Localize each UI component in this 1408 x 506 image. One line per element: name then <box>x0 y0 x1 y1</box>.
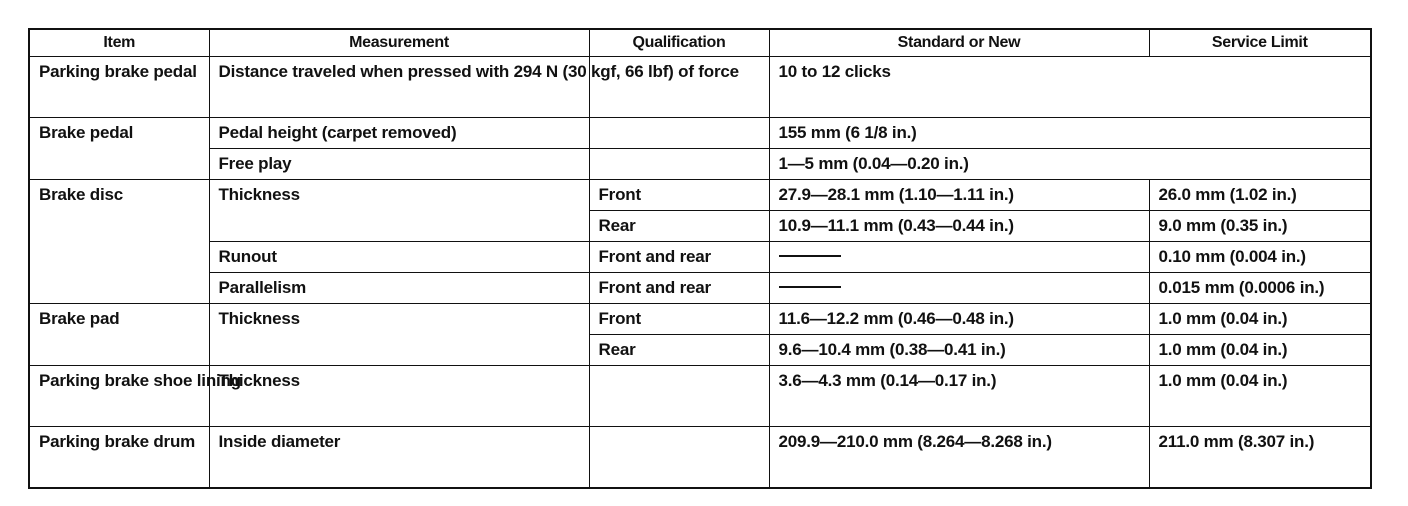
standard-cell: 27.9—28.1 mm (1.10—1.11 in.) <box>769 180 1149 211</box>
item-cell: Parking brake shoe lining <box>29 366 209 427</box>
standard-cell <box>769 242 1149 273</box>
brake-specification-table <box>28 28 1372 489</box>
standard-cell: 10.9—11.1 mm (0.43—0.44 in.) <box>769 211 1149 242</box>
standard-cell: 10 to 12 clicks <box>769 57 1371 118</box>
table-row <box>29 427 1371 489</box>
standard-cell: 1—5 mm (0.04—0.20 in.) <box>769 149 1371 180</box>
item-cell: Brake pad <box>29 304 209 366</box>
measurement-cell: Free play <box>209 149 589 180</box>
header-row <box>29 29 1371 57</box>
service-limit-cell: 211.0 mm (8.307 in.) <box>1149 427 1371 489</box>
table-row <box>29 118 1371 149</box>
qualification-cell: Front and rear <box>589 242 769 273</box>
qualification-cell: Rear <box>589 335 769 366</box>
measurement-cell: Runout <box>209 242 589 273</box>
standard-cell: 155 mm (6 1/8 in.) <box>769 118 1371 149</box>
table-row <box>29 242 1371 273</box>
service-limit-cell: 9.0 mm (0.35 in.) <box>1149 211 1371 242</box>
service-limit-cell: 1.0 mm (0.04 in.) <box>1149 304 1371 335</box>
item-cell: Parking brake drum <box>29 427 209 489</box>
qualification-cell: Front <box>589 180 769 211</box>
service-limit-cell: 26.0 mm (1.02 in.) <box>1149 180 1371 211</box>
measurement-cell: Pedal height (carpet removed) <box>209 118 589 149</box>
header-service-limit: Service Limit <box>1149 29 1371 57</box>
measurement-cell: Thickness <box>209 304 589 366</box>
qualification-cell <box>589 149 769 180</box>
standard-cell: 11.6—12.2 mm (0.46—0.48 in.) <box>769 304 1149 335</box>
not-applicable-dash <box>779 286 841 288</box>
qualification-cell <box>589 427 769 489</box>
table-row <box>29 273 1371 304</box>
standard-cell <box>769 273 1149 304</box>
table-row <box>29 304 1371 335</box>
standard-cell: 9.6—10.4 mm (0.38—0.41 in.) <box>769 335 1149 366</box>
service-limit-cell: 0.10 mm (0.004 in.) <box>1149 242 1371 273</box>
item-cell: Brake disc <box>29 180 209 304</box>
table-row <box>29 57 1371 118</box>
service-limit-cell: 0.015 mm (0.0006 in.) <box>1149 273 1371 304</box>
service-limit-cell: 1.0 mm (0.04 in.) <box>1149 335 1371 366</box>
header-qualification: Qualification <box>589 29 769 57</box>
measurement-cell: Thickness <box>209 180 589 242</box>
measurement-cell: Distance traveled when pressed with 294 N (30 kgf, 66 lbf) of force <box>209 57 589 118</box>
item-cell: Brake pedal <box>29 118 209 180</box>
qualification-cell: Front <box>589 304 769 335</box>
header-item: Item <box>29 29 209 57</box>
qualification-cell: Rear <box>589 211 769 242</box>
service-limit-cell: 1.0 mm (0.04 in.) <box>1149 366 1371 427</box>
item-cell: Parking brake pedal <box>29 57 209 118</box>
standard-cell: 3.6—4.3 mm (0.14—0.17 in.) <box>769 366 1149 427</box>
qualification-cell: Front and rear <box>589 273 769 304</box>
table-row <box>29 149 1371 180</box>
standard-cell: 209.9—210.0 mm (8.264—8.268 in.) <box>769 427 1149 489</box>
measurement-cell: Parallelism <box>209 273 589 304</box>
measurement-cell: Inside diameter <box>209 427 589 489</box>
table-row <box>29 366 1371 427</box>
qualification-cell <box>589 366 769 427</box>
header-measurement: Measurement <box>209 29 589 57</box>
header-standard: Standard or New <box>769 29 1149 57</box>
not-applicable-dash <box>779 255 841 257</box>
measurement-cell: Thickness <box>209 366 589 427</box>
qualification-cell <box>589 118 769 149</box>
table-row <box>29 180 1371 211</box>
